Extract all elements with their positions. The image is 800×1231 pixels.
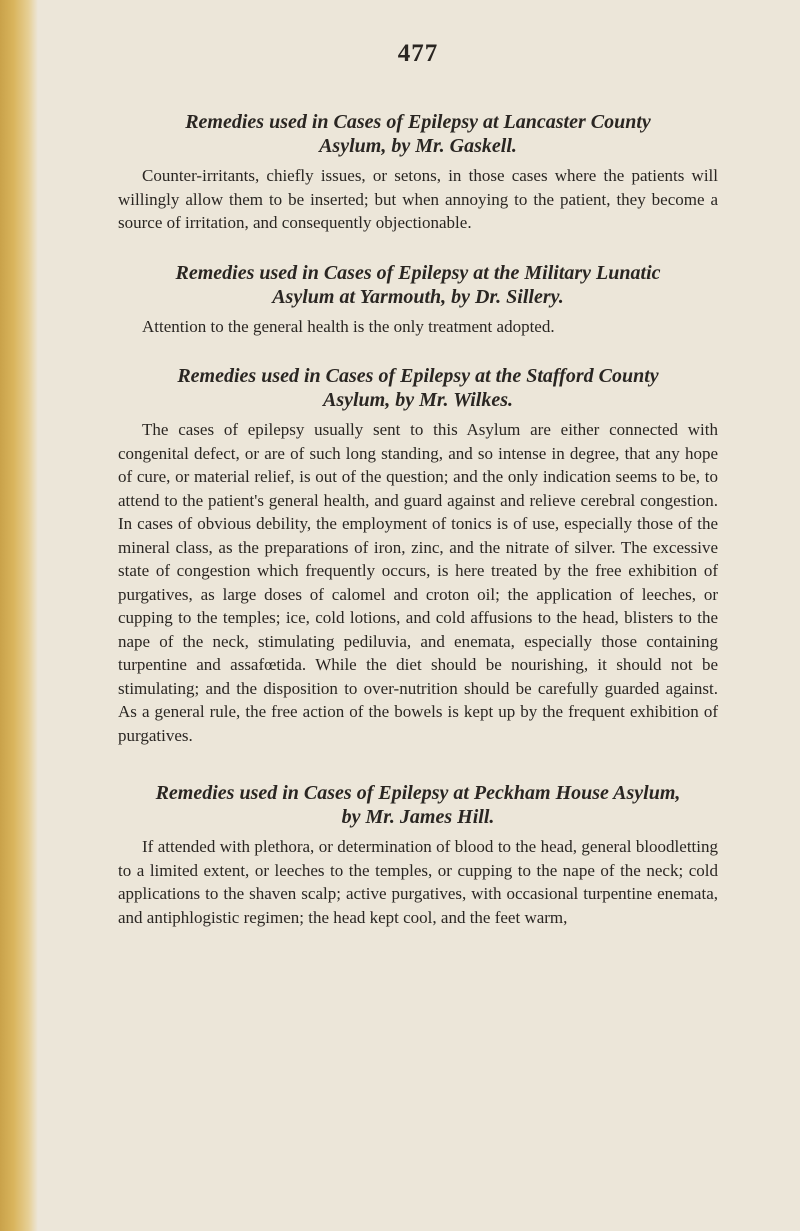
heading-line: Remedies used in Cases of Epilepsy at the Stafford County bbox=[177, 365, 659, 387]
heading-line: Remedies used in Cases of Epilepsy at Lancaster County bbox=[185, 111, 651, 133]
heading-line: Remedies used in Cases of Epilepsy at Peckham House Asylum, bbox=[155, 782, 681, 804]
heading-line: Remedies used in Cases of Epilepsy at the Military Lunatic bbox=[175, 261, 661, 284]
book-page bbox=[118, 40, 718, 955]
section-body: Attention to the general health is the only treatment adopted. bbox=[142, 316, 555, 336]
section-body: The cases of epilepsy usually sent to this Asylum are either connected with congenital defect, or are of such long standing, and so intense in degree, that any hope of cure, or material relief, is out of the question; and the only indication seems to be, to attend to the patient's general health, and guard against and relieve cerebral congestion. In cases of obvious debility, the employment of tonics is of use, especially those of the mineral class, as the preparations of iron, zinc, and the nitrate of silver. The excessive state of congestion which frequently occurs, is here treated by the free exhibition of purgatives, as large doses of calomel and croton oil; the application of leeches, or cupping to the temples; ice, cold lotions, and cold affusions to the head, blisters to the nape of the neck, stimulating pediluvia, and enemata, especially those containing turpentine and assafœtida. While the diet should be nourishing, it should not be stimulating; and the disposition to over-nutrition should be carefully guarded against. As a general rule, the free action of the bowels is kept up by the frequent exhibition of purgatives. bbox=[118, 420, 718, 745]
section-lancaster bbox=[118, 110, 718, 235]
heading-line: by Mr. James Hill. bbox=[341, 806, 495, 828]
section-heading bbox=[118, 364, 718, 412]
book-spine-edge bbox=[0, 0, 38, 1231]
section-body: If attended with plethora, or determination of blood to the head, general bloodletting to a limited extent, or leeches to the temples, or cupping to the nape of the neck; cold applications to the shaven scalp; active purgatives, with occasional turpentine enemata, and antiphlogistic regimen; the head kept cool, and the feet warm, bbox=[118, 837, 718, 927]
section-heading bbox=[118, 110, 718, 158]
section-stafford bbox=[118, 364, 718, 747]
page-number: 477 bbox=[397, 40, 439, 67]
section-yarmouth bbox=[118, 261, 718, 339]
section-body: Counter-irritants, chiefly issues, or setons, in those cases where the patients will willingly allow them to be inserted; but when annoying to the patient, they become a source of irritation, and consequently objectionable. bbox=[118, 166, 718, 232]
section-heading bbox=[118, 781, 718, 829]
section-heading bbox=[118, 261, 718, 309]
heading-line: Asylum at Yarmouth, by Dr. Sillery. bbox=[272, 285, 564, 308]
heading-line: Asylum, by Mr. Wilkes. bbox=[322, 389, 514, 411]
section-peckham bbox=[118, 781, 718, 929]
heading-line: Asylum, by Mr. Gaskell. bbox=[319, 135, 517, 157]
